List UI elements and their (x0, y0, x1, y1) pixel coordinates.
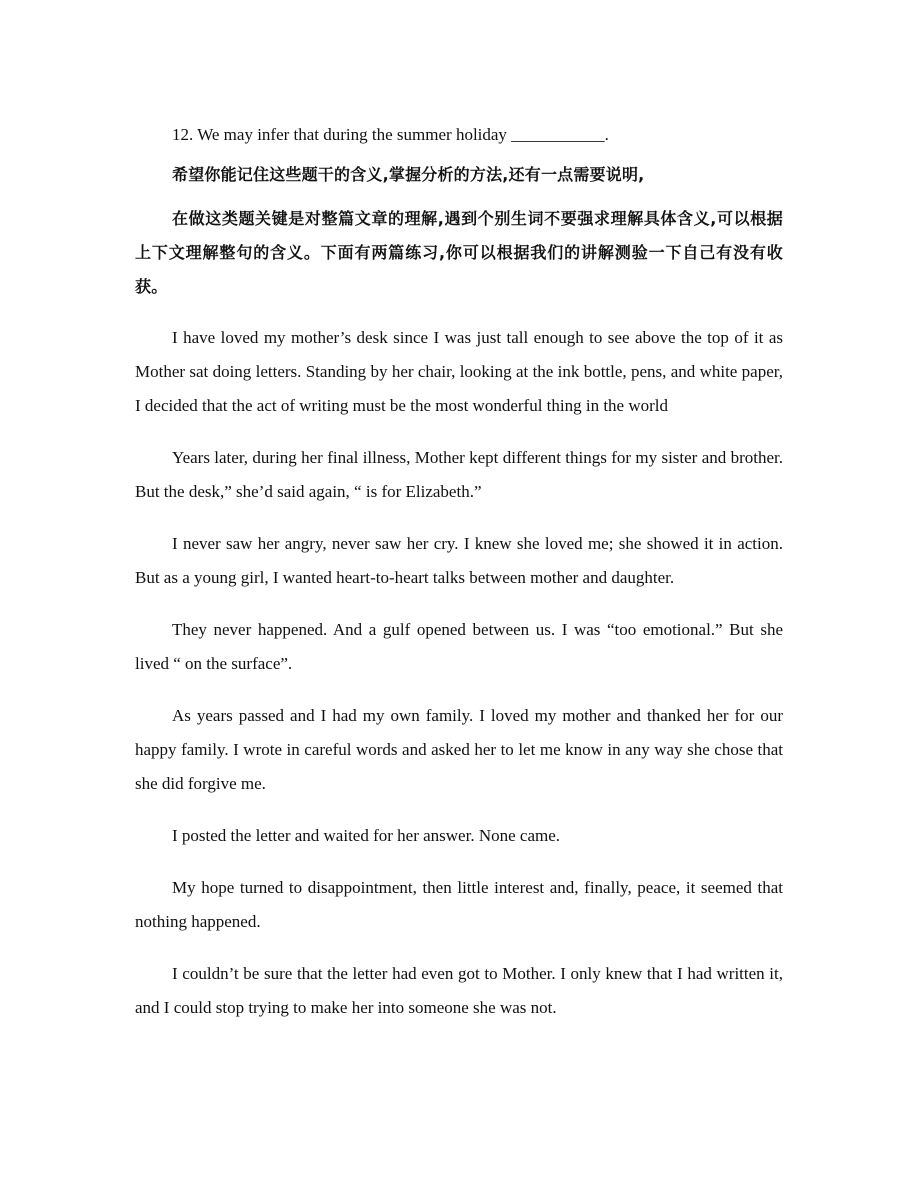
passage-paragraph-6: I posted the letter and waited for her answer. None came. (172, 826, 561, 845)
question-12: 12. We may infer that during the summer holiday ___________. (172, 125, 609, 144)
passage-paragraph-1: I have loved my mother’s desk since I was just tall enough to see above the top of it as Mother sat doing letters. Standing by her chair, looking at the ink bottle, pens, and white paper, I decided that the act of writing must be the most wonderful thing in the world (135, 328, 783, 415)
chinese-instruction-1: 希望你能记住这些题干的含义,掌握分析的方法,还有一点需要说明, (172, 165, 645, 184)
document-body (135, 118, 783, 1025)
passage-paragraph-8: I couldn’t be sure that the letter had even got to Mother. I only knew that I had written it, and I could stop trying to make her into someone she was not. (135, 964, 783, 1017)
passage-paragraph-3: I never saw her angry, never saw her cry. I knew she loved me; she showed it in action. But as a young girl, I wanted heart-to-heart talks between mother and daughter. (135, 534, 783, 587)
chinese-instruction-2: 在做这类题关键是对整篇文章的理解,遇到个别生词不要强求理解具体含义,可以根据上下文理解整句的含义。下面有两篇练习,你可以根据我们的讲解测验一下自己有没有收获。 (135, 209, 783, 296)
passage-paragraph-2: Years later, during her final illness, Mother kept different things for my sister and brother. But the desk,” she’d said again, “ is for Elizabeth.” (135, 448, 783, 501)
passage-paragraph-4: They never happened. And a gulf opened between us. I was “too emotional.” But she lived “ on the surface”. (135, 620, 783, 673)
passage-paragraph-7: My hope turned to disappointment, then little interest and, finally, peace, it seemed that nothing happened. (135, 878, 783, 931)
passage-paragraph-5: As years passed and I had my own family. I loved my mother and thanked her for our happy family. I wrote in careful words and asked her to let me know in any way she chose that she did forgive me. (135, 706, 783, 793)
